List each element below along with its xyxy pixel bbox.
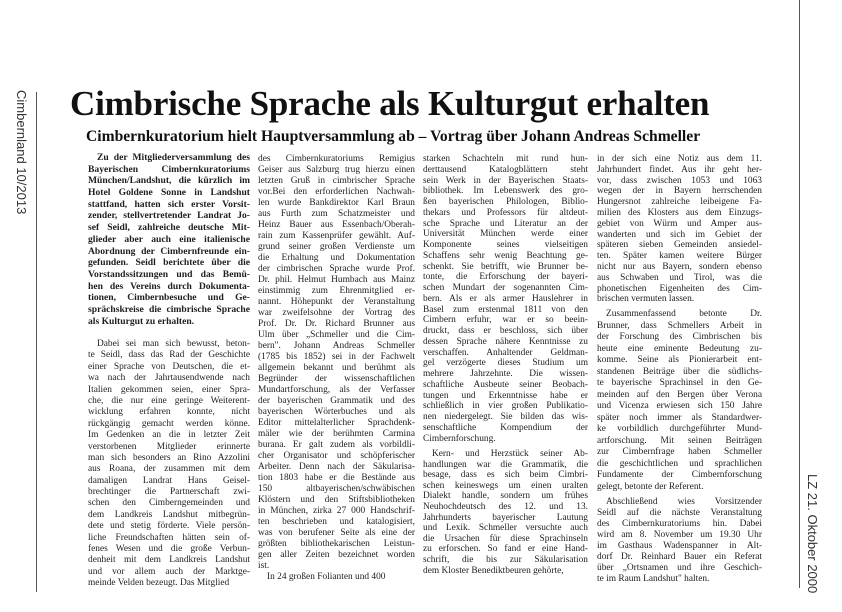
text-line: verstorbenen Mitglieder erinnerte [88,441,250,452]
text-line: über „Ortsnamen und ihre Geschich- [597,563,762,573]
text-line: Komponente seines vielseitigen [423,240,588,250]
text-line: te Seidl, dass das Rad der Geschichte [88,350,250,361]
article-paragraph [423,154,588,444]
text-line: man sich besonders an Rino Azzolini [88,452,250,463]
text-line: heute eine eminente Bedeutung zu- [597,343,762,354]
text-line: in München, zirka 27 000 Handschrif- [258,506,415,516]
text-line: mäler wie der berühmten Carmina [258,429,415,439]
text-line: artforschung. Mit seinen Beiträgen [597,435,762,446]
text-line: Dabei sei man sich bewusst, beton- [97,339,250,349]
right-margin-rule [799,0,800,588]
text-line: Heinz Bauer aus Essenbach/Oberah- [258,220,415,230]
source-label-right: LZ 21. Oktober 2000 [805,474,820,594]
text-line: war zweifelsohne der Vortrag des [258,308,415,318]
text-line: Abschließend wies Vorsitzender [606,497,762,507]
text-line: nen niedergelegt. Sie bilden das wis- [423,412,588,422]
text-line: schaftliche Ausbeute seiner Beobach- [423,379,588,390]
text-line: Ulm über „Schmeller und die Cim- [258,330,415,340]
text-line: mehrere Jahrzehnte. Die wissen- [423,369,588,379]
text-line: standenen Beiträge über die südlichs- [597,366,762,377]
text-line: 150 altbayerischen/schwäbischen [258,484,415,494]
text-line: te im Raum Landshut" halten. [597,574,710,584]
text-line: wa nach der Jahrtausendwende nach [88,373,250,384]
text-line: allgemein bekannt und berühmt als [258,363,415,373]
text-line: und Lexik. Schmeller versuchte auch [423,523,588,534]
text-line: Hungersnot zahlreiche leibeigene Fa- [597,197,762,208]
text-line: späteren sieben Gemeinden ansiedel- [597,240,762,251]
text-line: zur Cimbernfrage haben Schmeller [597,447,762,457]
text-line: ten beschrieben und katalogisiert, [258,517,415,527]
text-line: hen des Vereins durch Dokumenta- [88,280,250,292]
text-line: schen keineswegs um einen uralten [423,480,588,491]
text-line: druckt, dass er beschloss, sich über [423,326,588,336]
text-line: letzten Gruß in cimbrischer Sprache [258,176,415,186]
text-line: (1785 bis 1852) sei in der Fachwelt [258,352,415,362]
text-line: Schaffens sehr wenig Beachtung ge- [423,250,588,261]
text-line: später noch immer als Standardwer- [597,412,762,423]
text-line: der cimbrischen Sprache wurde Prof. [258,264,415,274]
text-line: starken Schachteln mit rund hun- [423,154,588,164]
text-line: einstimmig zum Ehrenmitglied er- [258,286,415,296]
text-line: wird am 8. November um 19.30 Uhr [597,530,762,540]
text-line: was von berufener Seite als eine der [258,528,415,538]
text-line: schen den Cimberngemeinden und [88,498,250,509]
text-line: Klöstern und den Stiftsbibliotheken [258,495,415,505]
text-line: wanderten und sich im Gebiet der [597,229,762,240]
text-line: meinde Velden bezeugt. Das Mitglied [88,578,230,589]
text-line: zender, stellvertretender Landrat Jo- [88,210,250,222]
text-line: che, die nur eine geringe Weiterent- [88,395,250,406]
text-line: Zusammenfassend betonte Dr. [606,309,762,319]
text-line: Italien gekommen seien, einer Spra- [88,384,250,395]
text-line: sef Seidl, zahlreiche deutsche Mit- [88,222,250,234]
article-paragraph [597,309,762,493]
text-line: Bayerischen Cimbernkuratoriums [88,163,250,175]
text-line: vor.Bei den erforderlichen Nachwah- [258,187,415,197]
text-line: Abordnung der Cimbernfreunde ein- [88,245,250,257]
text-line: Editor mittelalterlicher Sprachdenk- [258,418,415,428]
text-line: rückgängig gemacht werden könne. [88,418,250,429]
text-line: sein Werk in der Bayerischen Staats- [423,175,588,186]
text-line: gefunden. Seidl berichtete über die [88,257,250,269]
text-line: und vor allem auch der Marktge- [88,566,250,577]
text-line: größten bibliothekarischen Leistun- [258,539,415,549]
text-line: dorf Dr. Reinhard Bauer ein Referat [597,552,762,562]
text-line: im Gasthaus Wadenspanner in Alt- [597,541,762,551]
text-line: cher Organisator und schöpferischer [258,451,415,461]
text-line: Basel zum erstenmal 1811 von den [423,304,588,315]
left-margin-rule [36,92,37,592]
text-line: ke vorbildlich durchgeführter Mund- [597,424,762,434]
text-line: In 24 großen Folianten und 400 [267,572,386,582]
text-line: des Cimbernkuratoriums Remigius [258,154,415,164]
text-line: als Kulturgut zu erhalten. [88,315,195,327]
article-paragraph [258,572,415,583]
text-line: wegen der in Bayern herrschenden [597,186,762,197]
text-line: glieder aber auch eine italienische [88,233,250,245]
text-line: dem Landkreis Landshut mitbegrün- [88,509,250,520]
text-line: München/Landshut, die kürzlich im [88,175,250,187]
text-line: nicht nur aus Bayern, sondern ebenso [597,261,762,272]
text-line: damaligen Landrat Hans Geisel- [88,475,250,486]
text-line: Jahrhundert findet. Aus ihr geht her- [597,164,762,175]
text-line: der bayerischen Grammatik und des [258,396,415,406]
article-paragraph [258,154,415,572]
article-paragraph [597,497,762,585]
text-line: des Cimbernkuratoriums hin. Dabei [597,519,762,529]
text-line: grund seiner großen Verdienste um [258,242,415,252]
text-line: dem Kloster Benediktbeuren gehörte, [423,565,564,576]
text-line: gel verzögerte dieses Studium um [423,358,588,369]
text-line: brechtinger die Partnerschaft zwi- [88,487,250,498]
text-line: Universität München werde einer [423,229,588,240]
text-line: vor, dass zwischen 1053 und 1063 [597,175,762,186]
text-line: schrift, die bis zur Säkularisation [423,554,588,565]
text-line: gebiet von Würm und Amper aus- [597,218,762,229]
text-line: ßen bayerischen Philologen, Biblio- [423,197,588,207]
text-line: tonte, die Erforschung der bayeri- [423,272,588,283]
text-line: gelegt, betonte der Referent. [597,481,704,492]
article-paragraph [597,154,762,305]
text-line: sprächskreise die cimbrische Sprache [88,303,250,315]
text-line: tungen und Erkenntnisse habe er [423,390,588,401]
text-line: Neuhochdeutsch des 12. und 13. [423,501,588,512]
text-line: schenkt. Sie betrifft, wie Brunner be- [423,261,588,272]
text-line: Zu der Mitgliederversammlung des [97,152,250,163]
text-line: schen Mundart der sogenannten Cim- [423,283,588,293]
text-line: rain zum Kassenprüfer gewählt. Auf- [258,231,415,241]
text-line: fenes Wesen und die große Verbun- [88,544,250,555]
text-line: Arbeiter. Denn nach der Säkularisa- [258,462,415,472]
text-line: len wurde Bankdirektor Karl Braun [258,198,415,208]
text-line: stattfand, hatten sich erster Vorsit- [88,198,250,210]
article-headline: Cimbrische Sprache als Kulturgut erhalten [70,84,710,123]
text-line: ist. [258,561,270,571]
text-line: dessen Sprache nähere Kenntnisse zu [423,336,588,347]
text-line: Dialekt handle, sondern um frühes [423,491,588,502]
text-line: denheit mit dem Landkreis Landshut [88,555,250,566]
text-line: tion 1803 habe er die Bestände aus [258,473,415,483]
text-line: handlungen war die Grammatik, die [423,459,588,470]
source-label-left: Cimbernland 10/2013 [14,90,29,215]
text-line: komme. Seine als Pionierarbeit ent- [597,355,762,365]
text-line: thekars und Professors für altdeut- [423,207,588,218]
text-line: meinden auf den Bergen über Verona [597,389,762,400]
article-paragraph [423,449,588,576]
text-line: zu erforschen. So fand er eine Hand- [423,544,588,555]
text-line: schließlich in vier großen Publikatio- [423,401,588,412]
text-line: sche Sprache und Literatur an der [423,218,588,229]
text-line: wicklung erfahren konnte, nicht [88,407,250,418]
text-line: und Vicenza erwiesen sich 150 Jahre [597,401,762,411]
text-line: aus Furth zum Schatzmeister und [258,209,415,219]
text-line: gen aller Zeiten bezeichnet worden [258,550,415,560]
text-line: bern". Johann Andreas Schmeller [258,341,415,351]
text-line: Cimbern erfuhr, war er so beein- [423,315,588,326]
text-line: senschaftliche Kompendium der [423,422,588,433]
text-line: die geschichtlichen und sprachlichen [597,458,762,469]
text-line: ten. Später kamen weitere Bürger [597,251,762,262]
text-line: aus Roana, der zusammen mit dem [88,464,250,475]
text-line: tionen, Cimbernbesuche und Ge- [88,292,250,304]
text-line: brischen vermuten lassen. [597,294,695,305]
text-line: die Erhaltung und Dokumentation [258,253,415,263]
text-line: Hotel Goldene Sonne in Landshut [88,187,250,199]
article-paragraph [88,152,250,327]
article-subheadline: Cimbernkuratorium hielt Hauptversammlung ab – Vortrag über Johann Andreas Schmeller [86,128,701,145]
article-paragraph [88,339,250,590]
text-line: Vorstandssitzungen und das Bemü- [88,268,250,280]
text-line: dete und stetig förderte. Viele persön- [88,521,250,532]
text-line: aus Schwaben und Tirol, was die [597,272,762,283]
text-line: verschaffen. Anhaltender Geldman- [423,347,588,358]
text-line: der Forschung des Cimbrischen bis [597,332,762,342]
text-line: Dr. phil. Helmut Humbach aus Mainz [258,275,415,285]
text-line: Jahrhunderts bayerischer Lautung [423,512,588,523]
text-line: bibliothek. Im Lebenswerk des gro- [423,186,588,197]
text-line: te bayerische Sprachinsel in den Ge- [597,378,762,388]
text-line: Geiser aus Salzburg trug hierzu einen [258,165,415,175]
text-line: milien des Klosters aus dem Einzugs- [597,207,762,218]
text-line: liche Freundschaften hätten sein of- [88,532,250,543]
text-line: Brunner, dass Schmellers Arbeit in [597,320,762,331]
text-line: Seidl auf die nächste Veranstaltung [597,508,762,518]
text-line: Kern- und Herzstück seiner Ab- [432,449,588,459]
text-line: phonetischen Eigenheiten des Cim- [597,283,762,294]
text-line: die Ursachen für diese Sprachinseln [423,533,588,544]
text-line: Begründer der wissenschaftlichen [258,374,415,384]
text-line: derttausend Katalogblättern steht [423,164,588,175]
text-line: bayerischen Wörterbuches und als [258,407,415,417]
text-line: einer Sprache von Deutschen, die et- [88,361,250,372]
text-line: Cimbernforschung. [423,433,496,444]
text-line: besage, dass es sich beim Cimbri- [423,470,588,481]
text-line: Fundamente der Cimbernforschung [597,470,762,480]
text-line: burana. Er galt zudem als vorbildli- [258,440,415,450]
text-line: Mundartforschung, als der Verfasser [258,385,415,395]
text-line: bern. Als er als armer Hauslehrer in [423,293,588,304]
text-line: Im Gedenken an die in letzter Zeit [88,430,250,441]
text-line: in der sich eine Notiz aus dem 11. [597,154,762,164]
text-line: nannt. Höhepunkt der Veranstaltung [258,297,415,307]
text-line: Prof. Dr. Dr. Richard Brunner aus [258,319,415,329]
